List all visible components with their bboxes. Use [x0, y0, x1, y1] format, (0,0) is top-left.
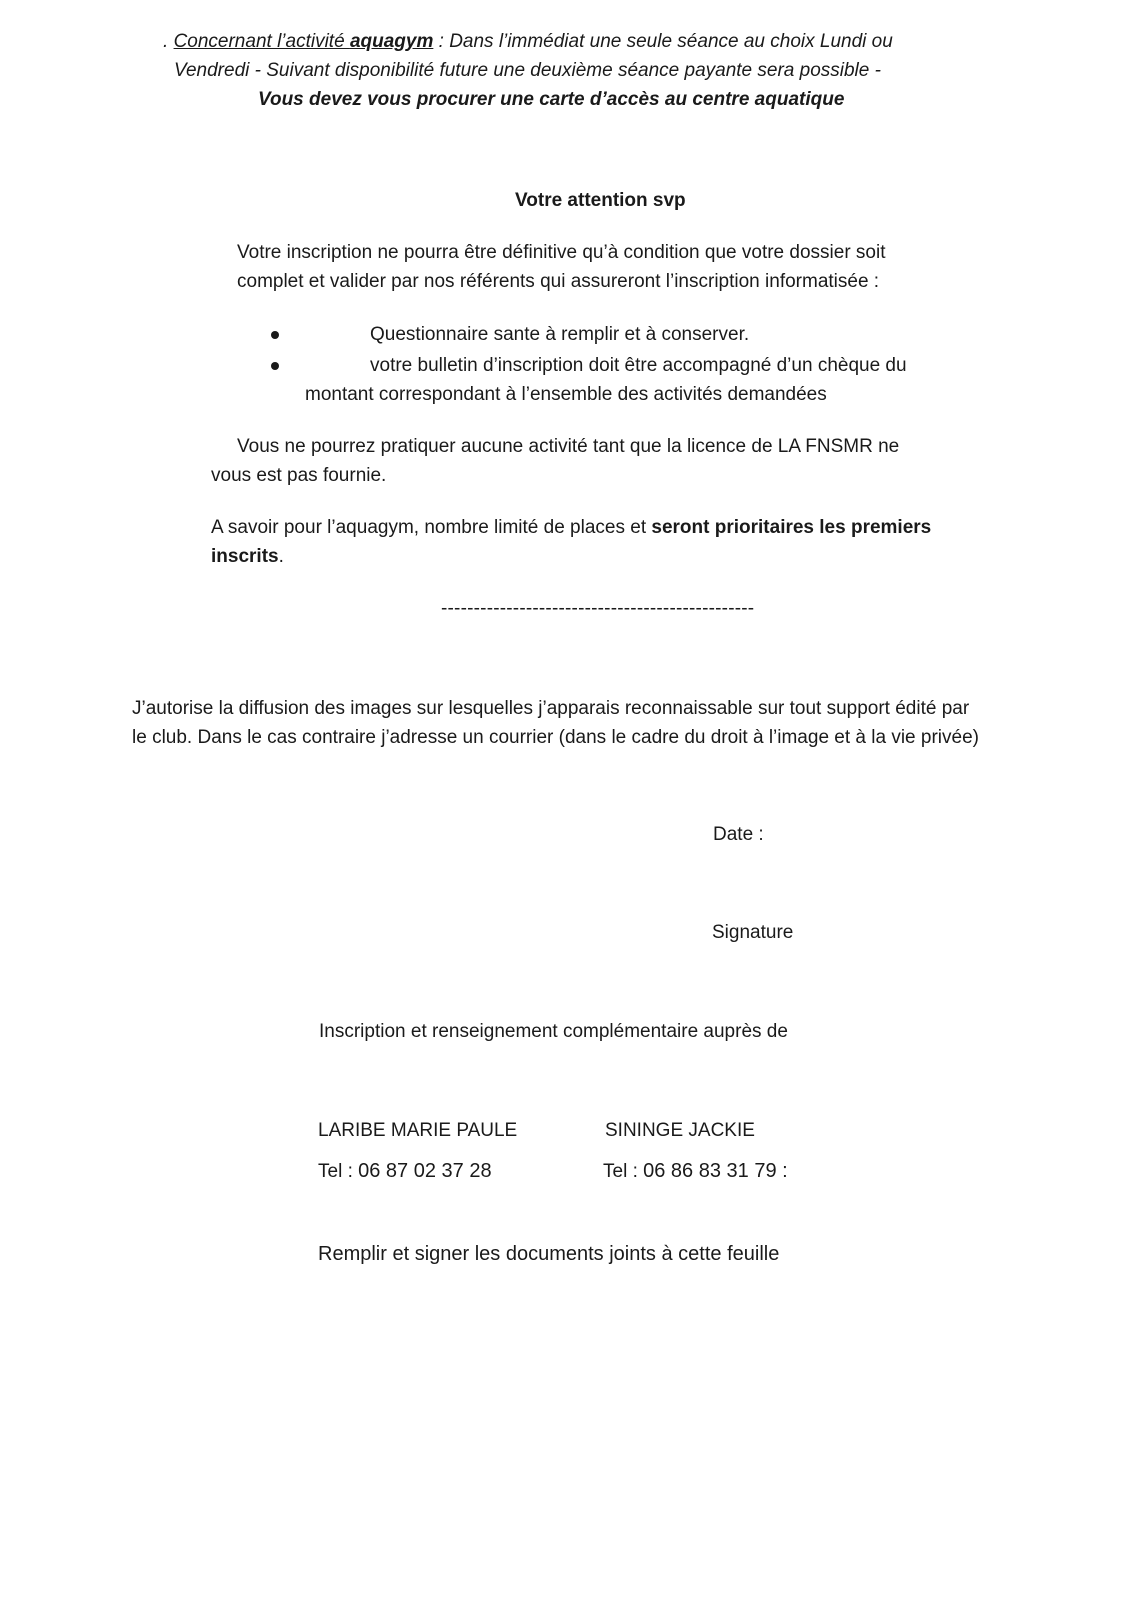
- contact-2-phone: 06 86 83 31 79 :: [643, 1160, 788, 1182]
- contact-1-phone: 06 87 02 37 28: [358, 1160, 492, 1182]
- date-label: Date :: [713, 824, 764, 845]
- attention-para3-bold2: inscrits: [211, 546, 279, 567]
- aquagym-topic-prefix: Concernant l’activité: [173, 31, 350, 52]
- attention-para3-line1: [211, 513, 931, 542]
- attention-para3-end: .: [278, 546, 284, 567]
- contact-1-tel-label: Tel :: [318, 1161, 359, 1182]
- bullet-dot-1: [271, 331, 279, 339]
- image-rights-line1: J’autorise la diffusion des images sur lesquelles j’apparais reconnaissable sur tout support édité par: [132, 698, 970, 719]
- closing-instruction: Remplir et signer les documents joints à cette feuille: [318, 1243, 780, 1265]
- attention-para1-line1: Votre inscription ne pourra être définitive qu’à condition que votre dossier soit: [237, 242, 886, 263]
- attention-para1-line2: complet et valider par nos référents qui assureront l’inscription informatisée :: [237, 271, 880, 292]
- contact-2-name: SININGE JACKIE: [605, 1120, 755, 1141]
- contact-2-tel-label: Tel :: [603, 1161, 644, 1182]
- attention-para3-bold1: seront prioritaires les premiers: [651, 517, 932, 538]
- attention-para3-normal: A savoir pour l’aquagym, nombre limité de places et: [211, 517, 652, 538]
- bullet-item-1: Questionnaire sante à remplir et à conserver.: [370, 324, 750, 345]
- bullet-item-2-line1: votre bulletin d’inscription doit être accompagné d’un chèque du: [370, 355, 907, 376]
- attention-para2-line2: vous est pas fournie.: [211, 465, 387, 486]
- aquagym-line1-rest: : Dans l’immédiat une seule séance au choix Lundi ou: [433, 31, 893, 52]
- aquagym-topic-word: aquagym: [349, 31, 434, 52]
- attention-heading: Votre attention svp: [515, 190, 686, 211]
- attention-para2-line1: Vous ne pourrez pratiquer aucune activité tant que la licence de LA FNSMR ne: [237, 436, 900, 457]
- contact-1-tel: [318, 1157, 492, 1186]
- signature-label: Signature: [712, 922, 794, 943]
- bullet-item-2-line2: montant correspondant à l’ensemble des activités demandées: [305, 384, 827, 405]
- aquagym-lead: .: [163, 31, 174, 52]
- aquagym-topic: [174, 31, 434, 52]
- bullet-dot-2: [271, 362, 279, 370]
- contact-2-tel: [603, 1157, 788, 1186]
- aquagym-notice-line2: Vendredi - Suivant disponibilité future une deuxième séance payante sera possible -: [174, 60, 881, 81]
- contacts-intro: Inscription et renseignement complémentaire auprès de: [319, 1021, 788, 1042]
- contact-1-name: LARIBE MARIE PAULE: [318, 1120, 518, 1141]
- aquagym-notice-line1: [163, 27, 893, 56]
- section-separator: ------------------------------------------------: [441, 598, 755, 619]
- image-rights-line2: le club. Dans le cas contraire j’adresse un courrier (dans le cadre du droit à l’image et à la vie privée): [132, 727, 979, 748]
- aquagym-notice-line3: Vous devez vous procurer une carte d’accès au centre aquatique: [258, 89, 845, 110]
- attention-para3-line2: [211, 542, 284, 571]
